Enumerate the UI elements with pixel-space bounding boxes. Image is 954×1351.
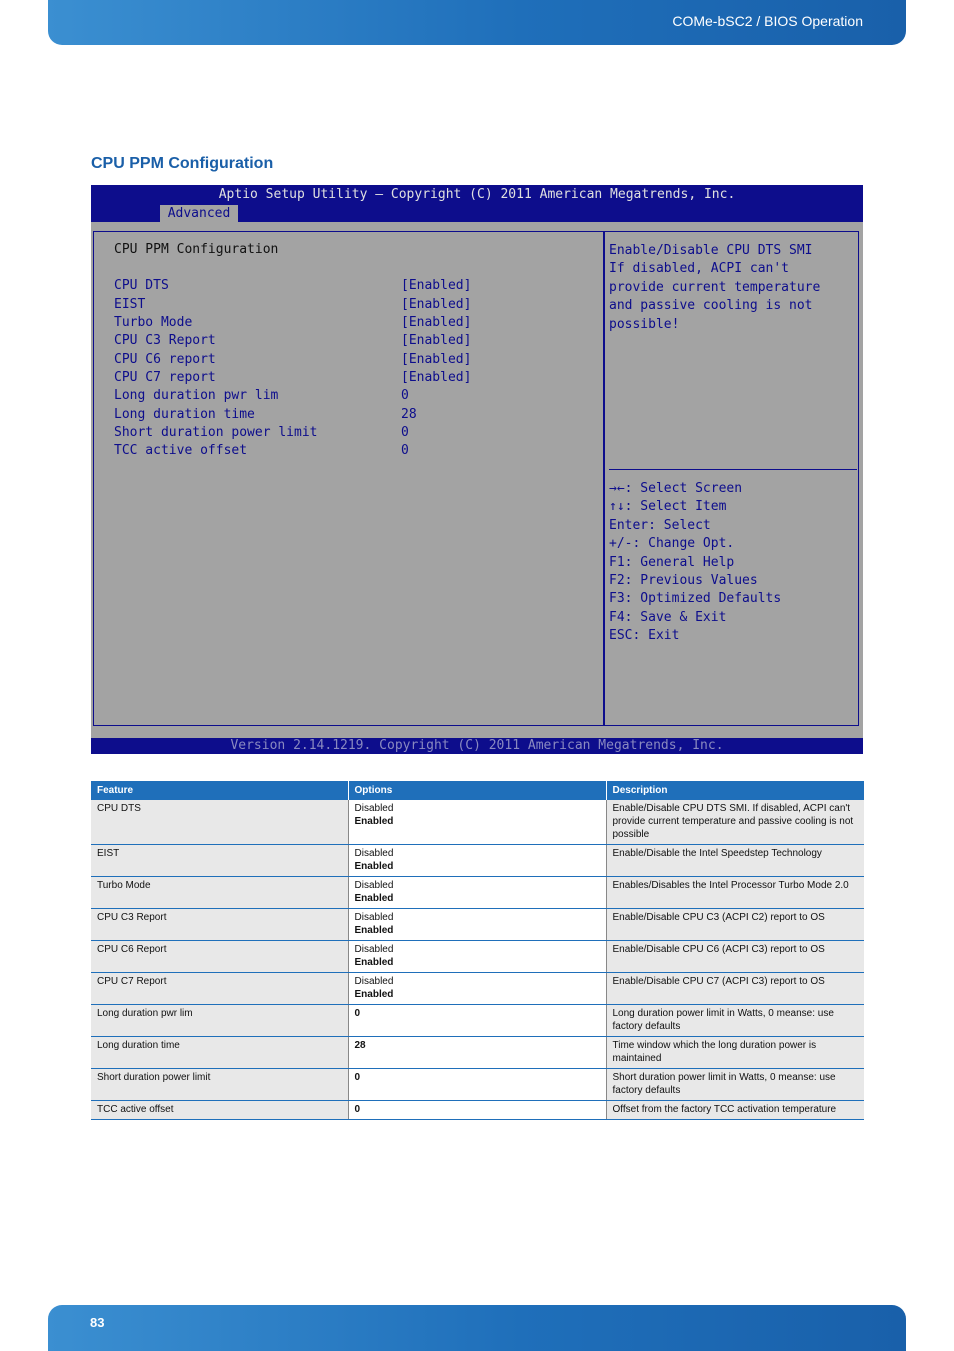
tab-advanced[interactable]: Advanced: [160, 205, 238, 222]
cell-options: [348, 1037, 606, 1069]
cell-options: [348, 1005, 606, 1037]
setting-label: Long duration time: [114, 407, 255, 422]
help-line: possible!: [609, 316, 680, 332]
cell-feature: CPU DTS: [91, 800, 348, 845]
header-options: Options: [348, 781, 606, 800]
key-hint: F1: General Help: [609, 554, 735, 570]
option-default: Enabled: [354, 989, 394, 1000]
setting-label: Turbo Mode: [114, 315, 193, 330]
cell-feature: EIST: [91, 845, 348, 877]
cell-description: Time window which the long duration power is maintained: [606, 1037, 864, 1069]
cell-description: Enable/Disable CPU C7 (ACPI C3) report to OS: [606, 973, 864, 1005]
cell-description: Enable/Disable the Intel Speedstep Technology: [606, 845, 864, 877]
cell-feature: Long duration pwr lim: [91, 1005, 348, 1037]
cell-description: Long duration power limit in Watts, 0 meanse: use factory defaults: [606, 1005, 864, 1037]
key-hint: →←: Select Screen: [609, 481, 743, 496]
bios-setting-long-duration-time[interactable]: [114, 406, 474, 424]
key-hint: F2: Previous Values: [609, 573, 758, 589]
setting-value: [Enabled]: [401, 278, 472, 293]
setting-value: 0: [401, 388, 409, 403]
setting-value: [Enabled]: [401, 315, 472, 330]
setting-value: [Enabled]: [401, 370, 472, 385]
cell-description: Enable/Disable CPU C6 (ACPI C3) report to OS: [606, 941, 864, 973]
table-row: [91, 1005, 864, 1037]
bios-title-bar: [91, 185, 863, 222]
bios-setting-cpu-c6-report[interactable]: [114, 351, 474, 369]
bios-copyright: Aptio Setup Utility – Copyright (C) 2011 American Megatrends, Inc.: [218, 187, 736, 202]
cell-options: [348, 909, 606, 941]
option-default: 28: [354, 1040, 366, 1051]
table-row: [91, 877, 864, 909]
bios-screenshot: [91, 185, 863, 754]
key-hint: F4: Save & Exit: [609, 609, 727, 625]
bios-setting-short-duration-power-limit[interactable]: [114, 424, 474, 442]
option-default: Enabled: [354, 861, 394, 872]
cell-options: [348, 800, 606, 845]
setting-label: Short duration power limit: [114, 425, 318, 440]
header-band: [48, 0, 906, 45]
header-feature: Feature: [91, 781, 348, 800]
document-title: COMe-bSC2 / BIOS Operation: [672, 13, 863, 29]
bios-divider: [603, 231, 605, 726]
cell-feature: CPU C6 Report: [91, 941, 348, 973]
setting-value: [Enabled]: [401, 297, 472, 312]
cell-options: [348, 1069, 606, 1101]
setting-label: CPU C7 report: [114, 370, 216, 385]
table-row: [91, 941, 864, 973]
table-row: [91, 909, 864, 941]
section-title: CPU PPM Configuration: [91, 155, 274, 172]
bios-setting-cpu-dts[interactable]: [114, 277, 474, 295]
setting-label: CPU C3 Report: [114, 333, 216, 348]
setting-label: TCC active offset: [114, 443, 248, 458]
option-value: Disabled: [354, 912, 394, 923]
help-line: and passive cooling is not: [609, 298, 813, 314]
footer-band: [48, 1305, 906, 1351]
help-separator: [609, 469, 857, 470]
cell-options: [348, 877, 606, 909]
setting-label: CPU DTS: [114, 278, 169, 293]
cell-options: [348, 941, 606, 973]
cell-description: Offset from the factory TCC activation temperature: [606, 1101, 864, 1120]
help-line: provide current temperature: [609, 279, 821, 295]
setting-value: [Enabled]: [401, 352, 472, 367]
setting-label: Long duration pwr lim: [114, 388, 279, 403]
setting-label: CPU C6 report: [114, 352, 216, 367]
bios-setting-cpu-c7-report[interactable]: [114, 369, 474, 387]
option-value: Disabled: [354, 976, 394, 987]
bios-status-bar: [91, 738, 863, 754]
header-description: Description: [606, 781, 864, 800]
cell-feature: Short duration power limit: [91, 1069, 348, 1101]
feature-table: [91, 781, 864, 1120]
cell-description: Short duration power limit in Watts, 0 meanse: use factory defaults: [606, 1069, 864, 1101]
bios-setting-tcc-active-offset[interactable]: [114, 442, 474, 460]
cell-description: Enable/Disable CPU DTS SMI. If disabled, ACPI can't provide current temperature and passive cooling is not possible: [606, 800, 864, 845]
cell-feature: CPU C7 Report: [91, 973, 348, 1005]
option-default: Enabled: [354, 816, 394, 827]
bios-version: Version 2.14.1219. Copyright (C) 2011 American Megatrends, Inc.: [230, 738, 724, 753]
bios-setting-long-duration-pwr-lim[interactable]: [114, 387, 474, 405]
table-header-row: [91, 781, 864, 800]
key-hint: F3: Optimized Defaults: [609, 591, 782, 607]
cell-options: [348, 1101, 606, 1120]
page-number: 83: [90, 1315, 105, 1330]
bios-key-legend: [609, 480, 859, 646]
bios-setting-turbo-mode[interactable]: [114, 314, 474, 332]
option-value: Disabled: [354, 880, 394, 891]
option-value: Disabled: [354, 848, 394, 859]
key-hint: Enter: Select: [609, 517, 711, 533]
table-row: [91, 973, 864, 1005]
bios-page-heading: CPU PPM Configuration: [114, 242, 279, 257]
key-hint: ↑↓: Select Item: [609, 499, 727, 515]
cell-feature: TCC active offset: [91, 1101, 348, 1120]
help-line: Enable/Disable CPU DTS SMI: [609, 243, 813, 258]
cell-feature: Turbo Mode: [91, 877, 348, 909]
option-value: Disabled: [354, 803, 394, 814]
key-hint: ESC: Exit: [609, 628, 680, 644]
table-row: [91, 1101, 864, 1120]
bios-help-text: [609, 242, 859, 334]
option-value: Disabled: [354, 944, 394, 955]
setting-value: 0: [401, 443, 409, 458]
option-default: Enabled: [354, 957, 394, 968]
setting-label: EIST: [114, 297, 146, 312]
table-row: [91, 1069, 864, 1101]
bios-setting-eist[interactable]: [114, 296, 474, 314]
help-line: If disabled, ACPI can't: [609, 261, 790, 277]
table-row: [91, 1037, 864, 1069]
cell-options: [348, 845, 606, 877]
option-default: Enabled: [354, 893, 394, 904]
bios-setting-cpu-c3-report[interactable]: [114, 332, 474, 350]
cell-description: Enables/Disables the Intel Processor Turbo Mode 2.0: [606, 877, 864, 909]
setting-value: 28: [401, 407, 417, 422]
cell-feature: Long duration time: [91, 1037, 348, 1069]
option-default: 0: [354, 1008, 361, 1019]
setting-value: 0: [401, 425, 409, 440]
option-default: 0: [354, 1072, 361, 1083]
cell-feature: CPU C3 Report: [91, 909, 348, 941]
table-row: [91, 845, 864, 877]
cell-description: Enable/Disable CPU C3 (ACPI C2) report to OS: [606, 909, 864, 941]
key-hint: +/-: Change Opt.: [609, 536, 735, 552]
option-default: 0: [354, 1104, 361, 1115]
option-default: Enabled: [354, 925, 394, 936]
cell-options: [348, 973, 606, 1005]
table-row: [91, 800, 864, 845]
setting-value: [Enabled]: [401, 333, 472, 348]
